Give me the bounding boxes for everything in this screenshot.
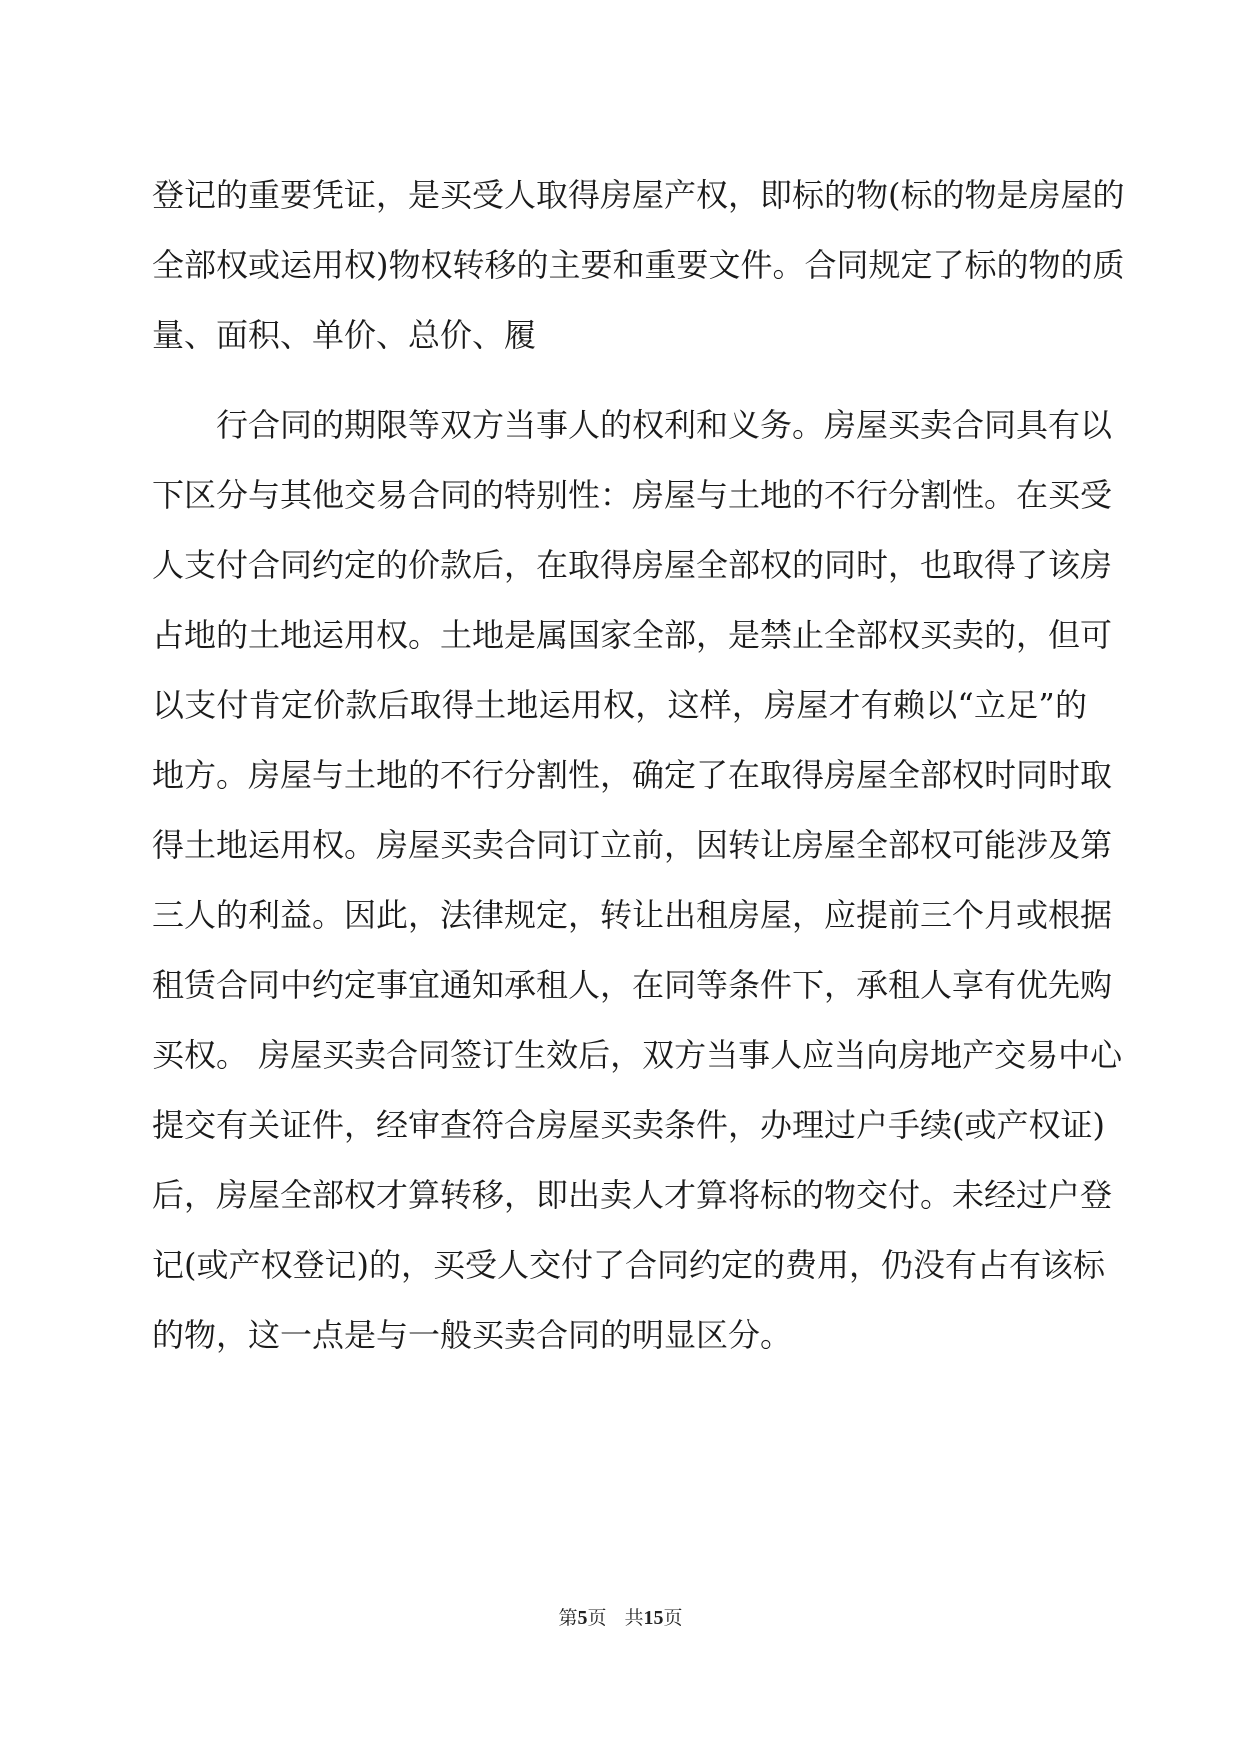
text-line: 记(或产权登记)的，买受人交付了合同约定的费用，仍没有占有该标 (152, 1246, 1105, 1284)
text-line: 下区分与其他交易合同的特别性：房屋与土地的不行分割性。在买受 (152, 476, 1113, 514)
page-number: 5 (577, 1607, 588, 1629)
document-body (152, 160, 1125, 1370)
text-line: 得土地运用权。房屋买卖合同订立前，因转让房屋全部权可能涉及第 (152, 826, 1113, 864)
paragraph-1 (152, 160, 1125, 370)
text-line: 三人的利益。因此，法律规定，转让出租房屋，应提前三个月或根据 (152, 896, 1113, 934)
text-line: 行合同的期限等双方当事人的权利和义务。房屋买卖合同具有以 (216, 406, 1113, 444)
page-suffix: 页 (587, 1607, 607, 1629)
page-footer (0, 1606, 1241, 1630)
total-pages: 15 (643, 1607, 664, 1629)
text-line: 提交有关证件，经审查符合房屋买卖条件，办理过户手续(或产权证) (152, 1106, 1105, 1144)
text-line: 人支付合同约定的价款后，在取得房屋全部权的同时，也取得了该房 (152, 546, 1113, 584)
text-line: 占地的土地运用权。土地是属国家全部，是禁止全部权买卖的，但可 (152, 616, 1113, 654)
text-line: 全部权或运用权)物权转移的主要和重要文件。合同规定了标的物的质 (152, 246, 1125, 284)
text-line: 租赁合同中约定事宜通知承租人，在同等条件下，承租人享有优先购 (152, 966, 1113, 1004)
page-prefix: 第 (558, 1607, 578, 1629)
paragraph-2 (152, 390, 1123, 1370)
text-line: 登记的重要凭证，是买受人取得房屋产权，即标的物(标的物是房屋的 (152, 176, 1125, 214)
text-line: 的物，这一点是与一般买卖合同的明显区分。 (152, 1316, 793, 1354)
text-line: 地方。房屋与土地的不行分割性，确定了在取得房屋全部权时同时取 (152, 756, 1113, 794)
text-line: 量、面积、单价、总价、履 (152, 316, 537, 354)
text-line: 后，房屋全部权才算转移，即出卖人才算将标的物交付。未经过户登 (152, 1176, 1113, 1214)
text-line: 以支付肯定价款后取得土地运用权，这样，房屋才有赖以“立足”的 (152, 686, 1087, 724)
text-line: 买权。 房屋买卖合同签订生效后，双方当事人应当向房地产交易中心 (152, 1036, 1123, 1074)
total-suffix: 页 (663, 1607, 683, 1629)
paragraph-gap (152, 370, 1087, 390)
total-prefix: 共 (624, 1607, 644, 1629)
